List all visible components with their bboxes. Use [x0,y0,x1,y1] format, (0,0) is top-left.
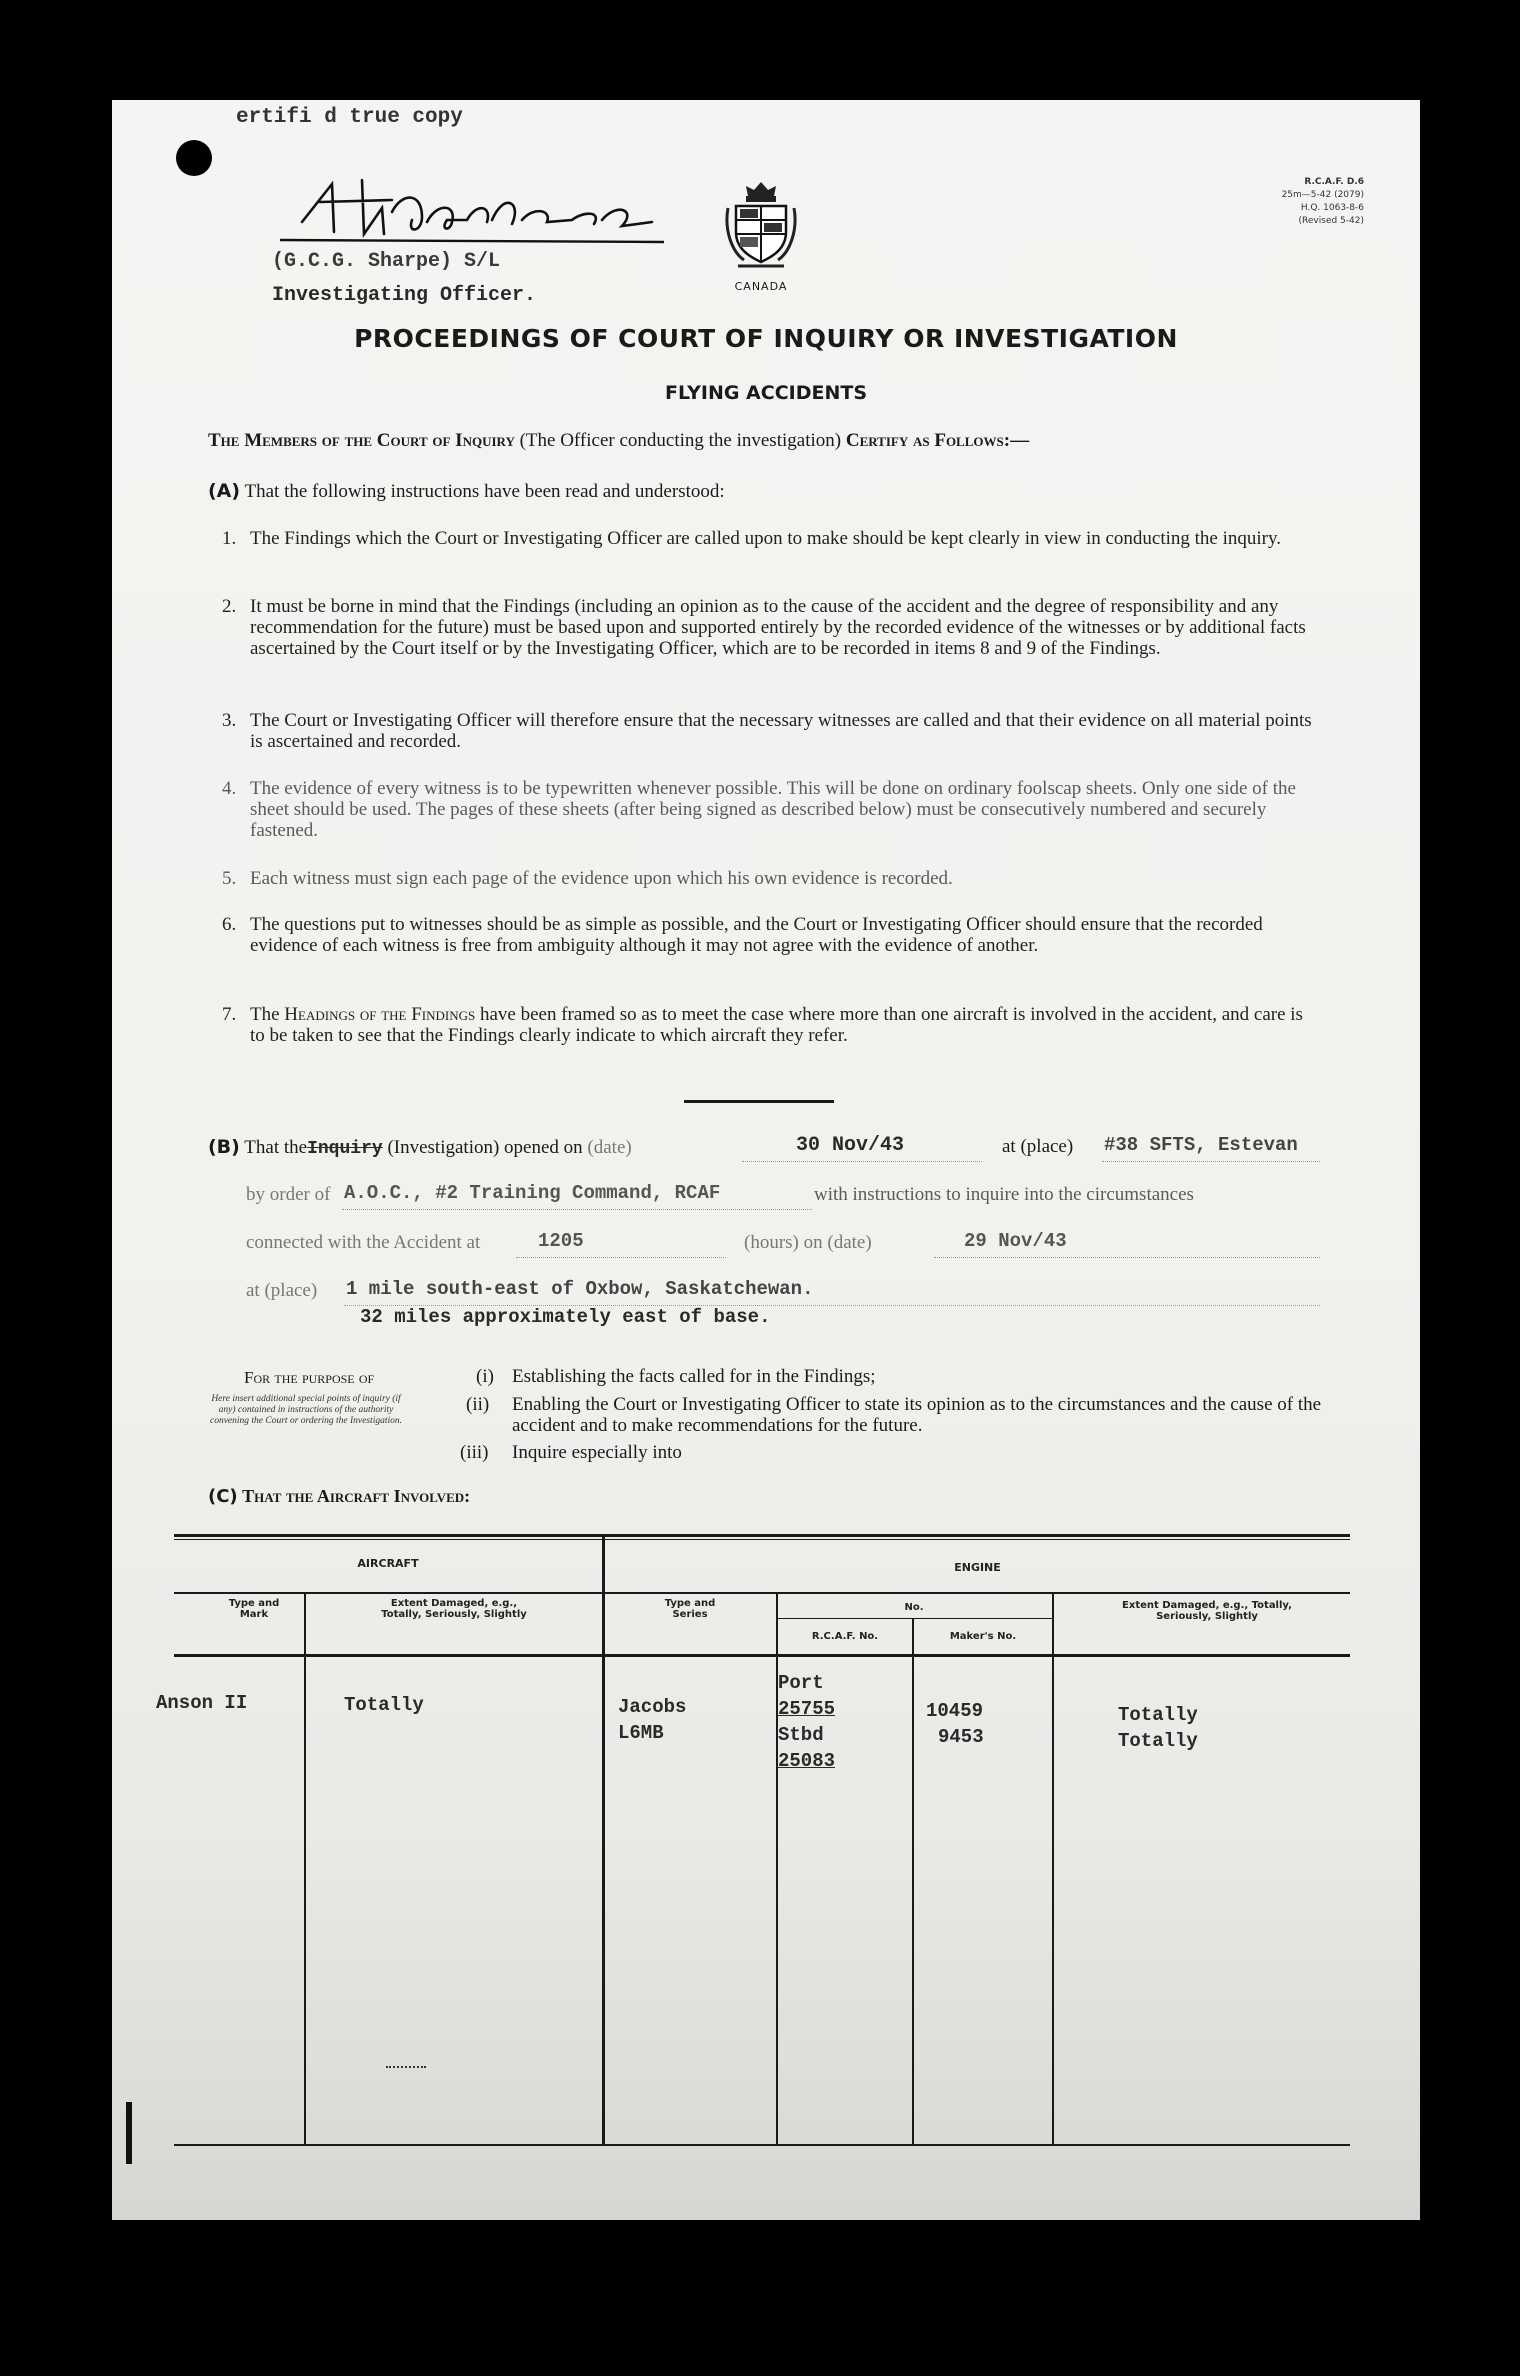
scan-mark [126,2102,132,2164]
instruction-6 [222,914,1312,956]
purpose-number: (iii) [460,1442,489,1463]
instruction-number: 3. [222,710,237,731]
engine-damage-cell: Totally [1118,1704,1198,1726]
instruction-number: 7. [222,1004,237,1025]
place-underline [1102,1161,1320,1162]
section-a-heading [208,480,725,503]
canada-crest-icon [724,180,798,278]
purpose-text: Establishing the facts called for in the Findings; [512,1366,876,1387]
officer-name: (G.C.G. Sharpe) S/L [272,250,501,273]
table-col-divider [912,1618,914,2144]
instruction-number: 2. [222,596,237,617]
instruction-text: Each witness must sign each page of the evidence upon which his own evidence is recorded. [250,868,953,889]
form-ref-line: 25m—5-42 (2079) [1281,190,1364,200]
aircraft-header: AIRCRAFT [357,1557,419,1570]
time-underline [516,1257,726,1258]
table-col-divider [304,1592,306,2144]
purpose-number: (ii) [466,1394,490,1415]
investigation-text: (Investigation) opened on [387,1137,583,1158]
col-rcaf-no: R.C.A.F. No. [811,1631,879,1642]
connected-label: connected with the Accident at [246,1232,481,1253]
table-top-rule-thin [174,1539,1350,1540]
section-c-heading [208,1486,470,1507]
instruction-2 [222,596,1312,659]
place-line-2: 32 miles approximately east of base. [360,1306,771,1328]
instruction-number: 5. [222,868,237,889]
section-divider [684,1100,834,1103]
scan-speck [386,2066,426,2074]
rcaf-no-cell: Port [778,1672,824,1694]
col-extent-aircraft: Extent Damaged, e.g., Totally, Seriously, Slightly [381,1598,527,1620]
section-a-text: That the following instructions have been read and understood: [244,481,725,502]
place-label: at (place) [246,1280,318,1301]
col-no: No. [904,1602,924,1613]
instruction-number: 6. [222,914,237,935]
table-top-rule [174,1534,1350,1537]
instruction-text-pre: The [250,1004,285,1025]
with-instructions: with instructions to inquire into the circumstances [814,1184,1194,1205]
table-col-divider [1052,1592,1054,2144]
table-header-bottom-rule [174,1654,1350,1657]
certified-copy-text: ertifi d true copy [236,106,463,129]
instruction-text: The evidence of every witness is to be typewritten whenever possible. This will be done on ordinary foolscap sheets. Only one side of the sheet should be used. The pages of these sheets (after being signed as described below) must be consecutively numbered and securely fastened. [250,778,1296,841]
instruction-7 [222,1004,1312,1046]
col-makers-no: Maker's No. [949,1631,1017,1642]
section-c-text: That the Aircraft Involved: [242,1486,471,1506]
by-order-label: by order of [246,1184,331,1205]
purpose-number: (i) [476,1366,494,1387]
engine-damage-cell: Totally [1118,1730,1198,1752]
crest-label: CANADA [734,280,788,293]
purpose-note: Here insert additional special points of inquiry (if any) contained in instructions of the authority convening the Court or ordering the Investigation. [210,1394,402,1426]
aircraft-damage-cell: Totally [344,1694,424,1716]
instruction-1 [222,528,1312,549]
col-extent-engine: Extent Damaged, e.g., Totally, Seriously, Slightly [1122,1600,1292,1622]
rcaf-no-cell: 25755 [778,1698,836,1720]
instruction-text: The Findings which the Court or Investigating Officer are called upon to make should be kept clearly in view in conducting the inquiry. [250,528,1282,549]
form-ref-line: (Revised 5-42) [1298,216,1364,226]
page-title: PROCEEDINGS OF COURT OF INQUIRY OR INVESTIGATION [354,324,1178,353]
table-subheader-rule [174,1592,1350,1594]
instruction-text-smallcaps: Headings of the Findings [284,1004,476,1025]
accident-time: 1205 [538,1230,584,1252]
instruction-4 [222,778,1312,841]
instruction-3 [222,710,1312,752]
accident-date-underline [934,1257,1320,1258]
instruction-text: The Court or Investigating Officer will therefore ensure that the necessary witnesses are called and that their evidence on all material points is ascertained and recorded. [250,710,1312,752]
form-ref-line: R.C.A.F. D.6 [1304,177,1364,187]
inquiry-struck: Inquiry [307,1139,383,1159]
intro-part2: (The Officer conducting the investigation) [519,430,842,451]
intro-part3: Certify as Follows:— [845,430,1030,451]
officer-title: Investigating Officer. [272,284,537,307]
section-a-label: (A) [208,480,241,502]
makers-no-cell: 10459 [926,1700,984,1722]
instruction-5 [222,868,1312,889]
engine-series-cell: L6MB [618,1722,664,1744]
table-divider-main [602,1534,605,2144]
col-type-mark: Type and Mark [228,1598,280,1620]
instruction-text: The questions put to witnesses should be as simple as possible, and the Court or Investigating Officer should ensure that the recorded evidence of each witness is free from ambiguity although it may not agree with the evidence of another. [250,914,1263,956]
opened-date: 30 Nov/43 [796,1134,905,1157]
instruction-number: 4. [222,778,237,799]
purpose-heading: For the purpose of [244,1368,375,1387]
table-no-rule [776,1618,1052,1619]
aircraft-type-cell: Anson II [156,1692,248,1714]
section-b-label: (B) [208,1136,240,1158]
table-bottom-rule [174,2144,1350,2146]
that-the-text: That the [244,1137,308,1158]
date-underline [742,1161,982,1162]
engine-type-cell: Jacobs [618,1696,687,1718]
date-label: (date) [587,1137,632,1158]
engine-header: ENGINE [954,1561,1001,1574]
page-subtitle: FLYING ACCIDENTS [664,382,868,404]
place-line-1: 1 mile south-east of Oxbow, Saskatchewan. [346,1278,814,1300]
document-page [112,100,1420,2220]
at-place-label: at (place) [1002,1136,1074,1157]
punch-hole [176,140,212,176]
accident-date: 29 Nov/43 [964,1230,1067,1252]
by-order-underline [342,1209,812,1210]
opened-place: #38 SFTS, Estevan [1104,1134,1298,1156]
intro-part1: The Members of the Court of Inquiry [208,430,515,451]
by-order-value: A.O.C., #2 Training Command, RCAF [344,1182,721,1204]
purpose-text: Inquire especially into [512,1442,682,1463]
form-reference [1240,176,1364,228]
form-ref-line: H.Q. 1063-8-6 [1300,203,1364,213]
hours-on-label: (hours) on (date) [744,1232,872,1253]
makers-no-cell: 9453 [938,1726,984,1748]
instruction-text: It must be borne in mind that the Findings (including an opinion as to the cause of the accident and the degree of responsibility and any recommendation for the future) must be based upon and supported entirely by the recorded evidence of the witnesses or by additional facts ascertained by the Court itself or by the Investigating Officer, which are to be recorded in items 8 and 9 of the Findings. [250,596,1306,659]
col-type-series: Type and Series [664,1598,716,1620]
section-b-line-1 [208,1136,632,1159]
instruction-text-post: have been framed so as to meet the case where more than one aircraft is involved in the accident, and care is to be taken to see that the Findings clearly indicate to which aircraft they refer. [250,1004,1303,1046]
intro-line [208,430,1029,452]
instruction-number: 1. [222,528,237,549]
purpose-text: Enabling the Court or Investigating Officer to state its opinion as to the circumstances and the cause of the accident and to make recommendations for the future. [512,1394,1322,1436]
rcaf-no-cell: Stbd [778,1724,824,1746]
rcaf-no-cell: 25083 [778,1750,836,1772]
section-c-label: (C) [208,1486,238,1507]
